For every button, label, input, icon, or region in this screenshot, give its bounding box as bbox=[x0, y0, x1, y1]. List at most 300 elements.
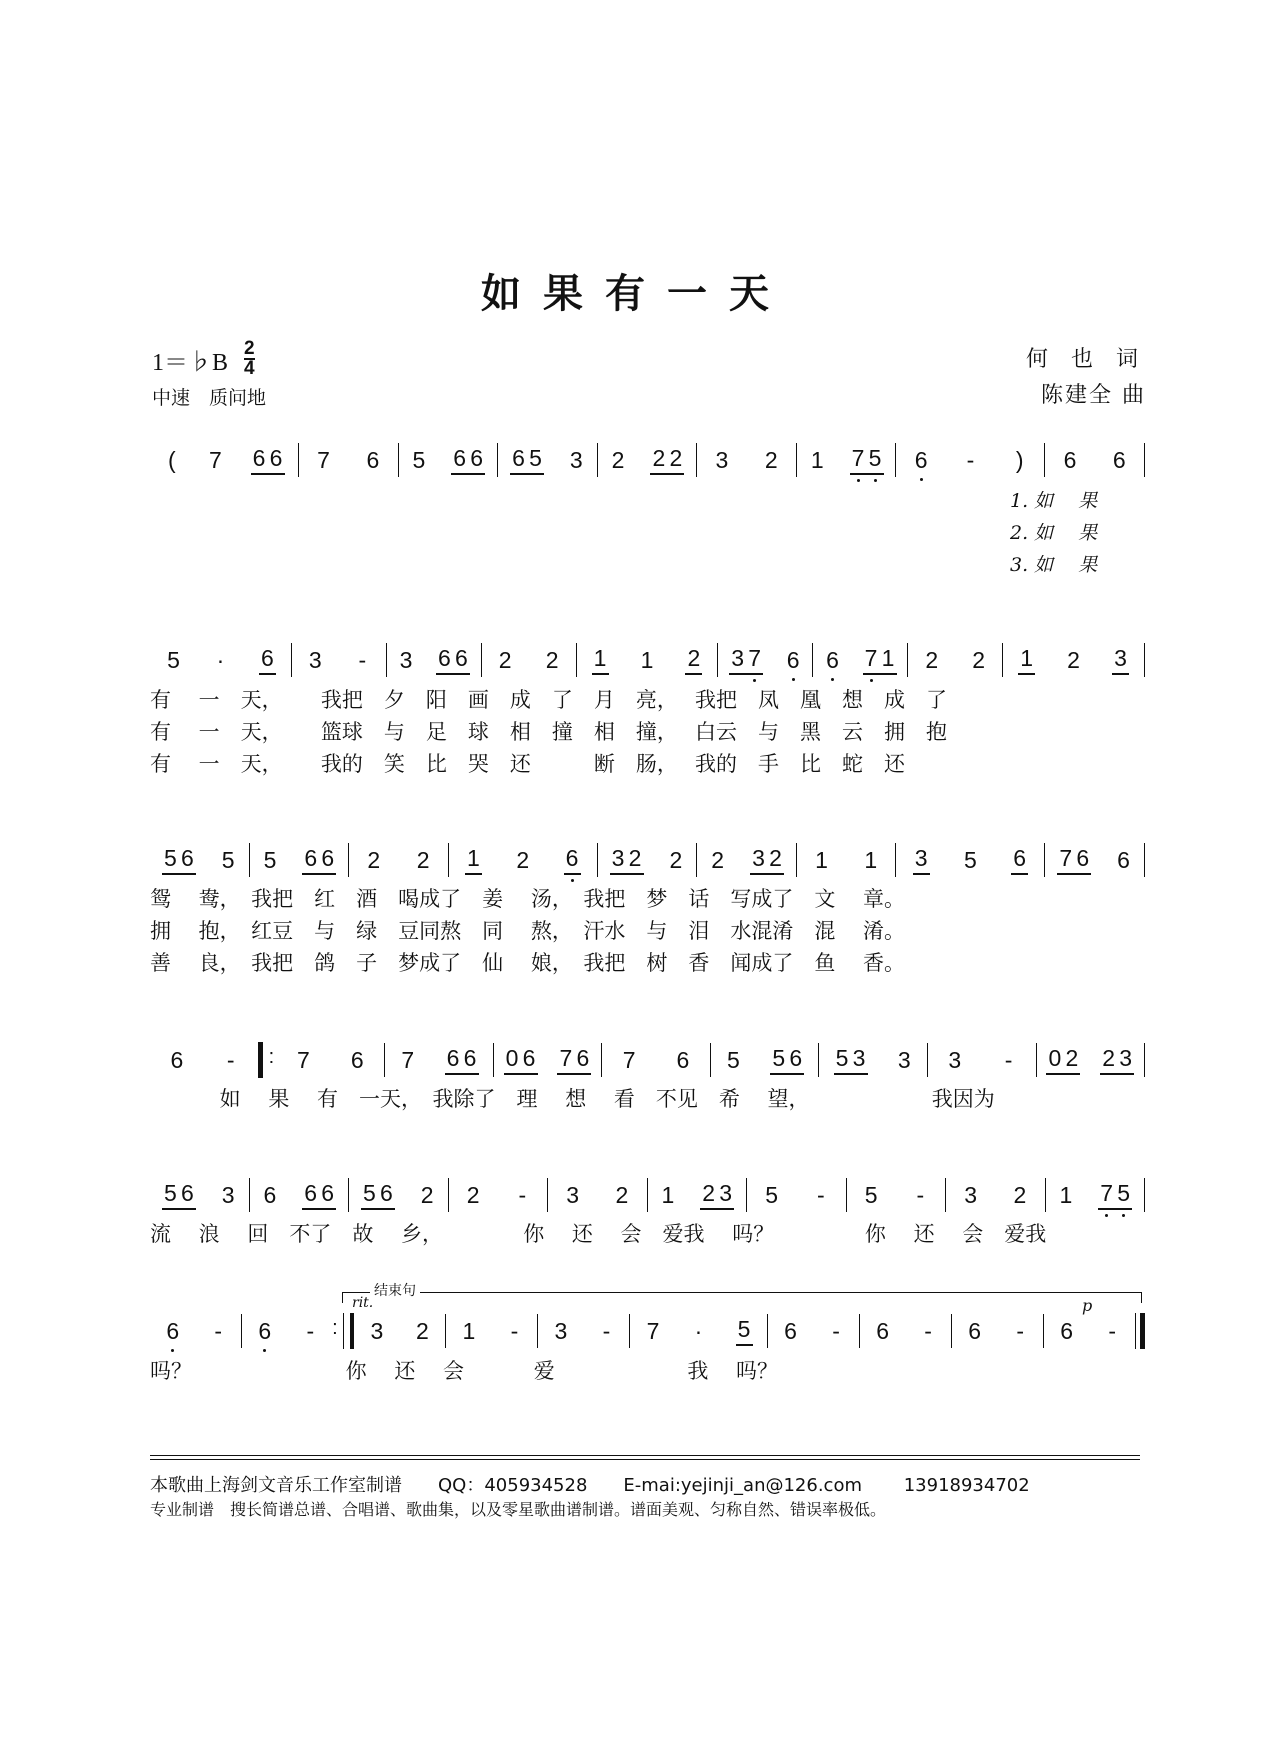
note: 1 bbox=[881, 645, 895, 671]
beat bbox=[361, 847, 386, 874]
measure bbox=[602, 1042, 710, 1078]
beat bbox=[393, 647, 418, 674]
beat bbox=[1108, 645, 1133, 675]
beat bbox=[206, 1318, 231, 1345]
beat bbox=[958, 447, 983, 474]
measure bbox=[1045, 842, 1144, 878]
beat bbox=[456, 1318, 481, 1345]
dash-extension: - bbox=[966, 446, 975, 473]
note: 6 bbox=[304, 1180, 318, 1206]
note: 1 bbox=[1059, 1181, 1073, 1208]
measure bbox=[399, 442, 498, 478]
note: 5 bbox=[964, 846, 977, 873]
note: 3 bbox=[1119, 1045, 1133, 1071]
time-top: 2 bbox=[244, 338, 255, 359]
dash-extension: - bbox=[602, 1317, 611, 1344]
note: 2 bbox=[687, 645, 701, 671]
measure bbox=[928, 1042, 1036, 1078]
beat bbox=[298, 1318, 323, 1345]
beat bbox=[160, 1318, 185, 1345]
beat bbox=[158, 1180, 200, 1210]
note: 2 bbox=[415, 1317, 429, 1344]
dash-extension: - bbox=[226, 1046, 235, 1073]
note: 1 bbox=[864, 846, 878, 873]
note: 1 bbox=[661, 1181, 675, 1208]
beat bbox=[919, 647, 944, 674]
eighth-group bbox=[685, 645, 702, 675]
beat bbox=[809, 847, 834, 874]
note: 6 bbox=[876, 1317, 889, 1344]
measure bbox=[697, 842, 796, 878]
note: 7 bbox=[1098, 1180, 1115, 1207]
note: 7 bbox=[401, 1046, 415, 1073]
lyric-line: 善 良， 我把 鸽 子 梦成了 仙 娘， 我把 树 香 闻成了 鱼 香。 bbox=[150, 951, 906, 975]
beat bbox=[640, 1318, 665, 1345]
eighth-group bbox=[1057, 845, 1091, 875]
note: 7 bbox=[746, 645, 763, 672]
note: 1 bbox=[467, 845, 480, 871]
measure bbox=[446, 1313, 537, 1349]
beat bbox=[1107, 447, 1132, 474]
measure bbox=[1044, 1313, 1135, 1349]
eighth-group bbox=[770, 1045, 804, 1075]
eighth-group bbox=[736, 1316, 753, 1346]
note: 6 bbox=[576, 1045, 590, 1071]
note: 5 bbox=[263, 846, 277, 873]
beat bbox=[725, 645, 767, 675]
eighth-group bbox=[850, 445, 884, 475]
measure bbox=[896, 442, 1044, 478]
beat bbox=[560, 1182, 585, 1209]
note: 7 bbox=[297, 1046, 310, 1073]
beat bbox=[298, 1180, 340, 1210]
lyric-line: 有 一 天， 篮球 与 足 球 相 撞 相 撞， 白云 与 黑 云 拥 抱 bbox=[150, 720, 948, 744]
note: 6 bbox=[512, 445, 525, 471]
measure bbox=[494, 1042, 602, 1078]
eighth-group bbox=[700, 1180, 734, 1210]
eighth-group bbox=[162, 1180, 196, 1210]
eighth-group bbox=[1098, 1180, 1132, 1210]
dash-extension: - bbox=[916, 1181, 925, 1208]
measure bbox=[896, 842, 1044, 878]
note: 3 bbox=[554, 1317, 568, 1344]
note: 6 bbox=[260, 645, 274, 671]
note: 7 bbox=[622, 1046, 636, 1073]
measure bbox=[150, 842, 249, 878]
note: 2 bbox=[416, 846, 430, 873]
beat bbox=[805, 447, 830, 474]
beat bbox=[158, 845, 200, 875]
note: 2 bbox=[1013, 1181, 1027, 1208]
beat bbox=[1053, 845, 1095, 875]
key-signature bbox=[152, 340, 255, 378]
measure bbox=[498, 442, 597, 478]
measure bbox=[577, 642, 718, 678]
note: 2 bbox=[466, 1181, 480, 1208]
note: 6 bbox=[438, 645, 451, 671]
beat bbox=[510, 847, 535, 874]
measure bbox=[548, 1177, 647, 1213]
note: 2 bbox=[652, 445, 666, 471]
note: 1 bbox=[815, 846, 828, 873]
beat bbox=[709, 447, 734, 474]
staff-row bbox=[150, 1177, 1145, 1213]
note: 2 bbox=[420, 1181, 434, 1208]
beat bbox=[208, 647, 233, 674]
measure bbox=[598, 442, 697, 478]
ending-label: 结束句 bbox=[370, 1280, 420, 1300]
beat bbox=[824, 1318, 849, 1345]
beat bbox=[1007, 447, 1032, 474]
beat bbox=[746, 845, 788, 875]
note: 5 bbox=[163, 845, 177, 871]
beat bbox=[635, 647, 660, 674]
eighth-group bbox=[1011, 845, 1028, 875]
note: 2 bbox=[925, 646, 939, 673]
note: 2 bbox=[545, 646, 559, 673]
lyric-line: 3. 如 果 bbox=[1010, 554, 1098, 576]
note: 6 bbox=[252, 445, 266, 471]
eighth-group bbox=[729, 645, 763, 675]
barline bbox=[258, 1042, 269, 1078]
beat bbox=[663, 847, 688, 874]
beat bbox=[360, 447, 385, 474]
beat bbox=[500, 1045, 542, 1075]
dash-extension: - bbox=[510, 1317, 519, 1344]
beat bbox=[594, 1318, 619, 1345]
measure bbox=[1046, 1177, 1145, 1213]
augmentation-dot: · bbox=[216, 646, 225, 673]
lyric-line: 鸳 鸯， 我把 红 酒 喝成了 姜 汤， 我把 梦 话 写成了 文 章。 bbox=[150, 887, 906, 911]
measure bbox=[387, 642, 481, 678]
beat bbox=[350, 647, 375, 674]
eighth-group bbox=[1046, 1045, 1080, 1075]
eighth-group bbox=[259, 645, 276, 675]
beat bbox=[778, 1318, 803, 1345]
note: 7 bbox=[1059, 845, 1073, 871]
beat bbox=[311, 447, 336, 474]
beat bbox=[493, 647, 518, 674]
note: 6 bbox=[784, 1317, 797, 1344]
note: 7 bbox=[209, 446, 222, 473]
beat bbox=[447, 445, 489, 475]
composer-credit: 陈建全 曲 bbox=[1041, 383, 1146, 408]
beat bbox=[345, 1047, 370, 1074]
note: 6 bbox=[446, 1045, 460, 1071]
beat bbox=[958, 847, 983, 874]
beat bbox=[909, 845, 934, 875]
lyric-line: 1. 如 果 bbox=[1010, 490, 1098, 512]
beat bbox=[942, 1047, 967, 1074]
measure bbox=[952, 1313, 1043, 1349]
beat bbox=[553, 1045, 595, 1075]
note: 7 bbox=[850, 445, 867, 472]
note: 2 bbox=[972, 646, 986, 673]
note: 3 bbox=[715, 446, 729, 473]
dash-extension: - bbox=[1108, 1317, 1117, 1344]
eighth-group bbox=[302, 845, 336, 875]
beat bbox=[247, 445, 289, 475]
staff-row bbox=[150, 642, 1145, 678]
beat bbox=[1014, 645, 1039, 675]
beat bbox=[820, 647, 845, 674]
eighth-group bbox=[557, 1045, 591, 1075]
note: 2 bbox=[764, 446, 778, 473]
time-signature bbox=[244, 340, 255, 378]
note: 6 bbox=[180, 1180, 194, 1206]
beat bbox=[164, 1047, 189, 1074]
beat bbox=[502, 1318, 527, 1345]
lyric-line: 流 浪 回 不了 故 乡， 你 还 会 爱我 吗？ 你 还 会 爱我 bbox=[150, 1222, 1047, 1246]
beat bbox=[721, 1047, 746, 1074]
note: 6 bbox=[170, 1046, 184, 1073]
beat bbox=[1058, 447, 1083, 474]
beat bbox=[759, 1182, 784, 1209]
note: 1 bbox=[462, 1317, 476, 1344]
note: 7 bbox=[559, 1045, 573, 1071]
beat bbox=[870, 1318, 895, 1345]
measure bbox=[277, 1042, 385, 1078]
note: 5 bbox=[727, 1046, 740, 1073]
beat bbox=[461, 1182, 486, 1209]
augmentation-dot: · bbox=[694, 1317, 703, 1344]
eighth-group bbox=[834, 1045, 868, 1075]
note: 6 bbox=[1013, 845, 1027, 871]
measure bbox=[648, 1177, 747, 1213]
note: 6 bbox=[676, 1046, 690, 1073]
beat bbox=[781, 647, 806, 674]
note: 1 bbox=[640, 646, 654, 673]
note: 3 bbox=[964, 1181, 978, 1208]
beat bbox=[218, 1047, 243, 1074]
note: 2 bbox=[498, 646, 512, 673]
note: 2 bbox=[711, 846, 725, 873]
dash-extension: - bbox=[1016, 1317, 1024, 1344]
beat bbox=[506, 445, 548, 475]
beat bbox=[1054, 1318, 1079, 1345]
song-title: 如果有一天 bbox=[481, 270, 791, 317]
note: 2 bbox=[628, 845, 642, 871]
measure bbox=[449, 1177, 548, 1213]
measure bbox=[1003, 642, 1144, 678]
beat bbox=[1061, 647, 1086, 674]
note: 1 bbox=[810, 446, 824, 473]
measure bbox=[813, 642, 907, 678]
beat bbox=[510, 1182, 535, 1209]
note: 5 bbox=[167, 646, 180, 673]
lyric-line: 如 果 有 一天， 我除了 理 想 看 不见 希 望， 我因为 bbox=[150, 1087, 995, 1111]
measure bbox=[630, 1313, 767, 1349]
note: 6 bbox=[366, 446, 380, 473]
barline bbox=[1144, 643, 1145, 677]
note: 2 bbox=[669, 445, 683, 471]
note: 1 bbox=[593, 645, 607, 671]
beat bbox=[540, 647, 565, 674]
measure bbox=[385, 1042, 493, 1078]
note: 6 bbox=[824, 647, 841, 674]
dash-extension: - bbox=[817, 1181, 825, 1208]
eighth-group bbox=[504, 1045, 538, 1075]
beat bbox=[357, 1180, 399, 1210]
beat bbox=[461, 845, 486, 875]
note: 6 bbox=[789, 1045, 803, 1071]
parenthesis: ) bbox=[1015, 446, 1024, 473]
beat bbox=[892, 1047, 917, 1074]
beat bbox=[560, 845, 585, 875]
measure bbox=[797, 842, 896, 878]
measure bbox=[908, 642, 1002, 678]
beat bbox=[216, 847, 241, 874]
lyricist-credit: 何 也 词 bbox=[1026, 347, 1146, 372]
measure bbox=[1045, 442, 1144, 478]
measure bbox=[354, 1313, 445, 1349]
beat bbox=[1094, 1180, 1136, 1210]
beat bbox=[303, 647, 328, 674]
beat bbox=[766, 1045, 808, 1075]
barline bbox=[1144, 1178, 1145, 1212]
note: 6 bbox=[453, 445, 467, 471]
eighth-group bbox=[1100, 1045, 1134, 1075]
note: 6 bbox=[463, 1045, 477, 1071]
beat bbox=[1111, 847, 1136, 874]
note: 6 bbox=[455, 645, 468, 671]
eighth-group bbox=[436, 645, 470, 675]
measure bbox=[349, 1177, 448, 1213]
note: 3 bbox=[914, 845, 928, 871]
note: 6 bbox=[1060, 1317, 1074, 1344]
measure bbox=[299, 442, 398, 478]
beat bbox=[364, 1318, 389, 1345]
note: 3 bbox=[1114, 645, 1127, 671]
eighth-group bbox=[564, 845, 581, 875]
note: 3 bbox=[752, 845, 765, 871]
note: 2 bbox=[516, 846, 530, 873]
note: 7 bbox=[863, 645, 880, 672]
beat bbox=[670, 1047, 695, 1074]
beat bbox=[432, 645, 474, 675]
note: 6 bbox=[1117, 846, 1130, 873]
note: 6 bbox=[1112, 446, 1126, 473]
beat bbox=[962, 1318, 987, 1345]
note: 2 bbox=[367, 846, 381, 873]
rest: 0 bbox=[1048, 1045, 1062, 1071]
eighth-group bbox=[510, 445, 544, 475]
beat bbox=[252, 1318, 277, 1345]
footer-contact: 本歌曲上海剑文音乐工作室制谱 QQ：405934528 E-mai:yejinji_an@126.com 13918934702 bbox=[150, 1475, 1030, 1496]
measure bbox=[349, 842, 448, 878]
rest: 0 bbox=[505, 1045, 519, 1071]
measure bbox=[538, 1313, 629, 1349]
beat bbox=[548, 1318, 573, 1345]
beat bbox=[415, 1182, 440, 1209]
measure bbox=[449, 842, 597, 878]
beat bbox=[655, 1182, 680, 1209]
note: 5 bbox=[412, 446, 426, 473]
beat bbox=[161, 647, 186, 674]
measure bbox=[242, 1313, 333, 1349]
beat bbox=[441, 1045, 483, 1075]
beat bbox=[908, 1182, 933, 1209]
note: 6 bbox=[1076, 845, 1090, 871]
measure bbox=[150, 642, 291, 678]
staff-row bbox=[150, 1042, 1145, 1078]
barline bbox=[1144, 443, 1145, 477]
beat bbox=[859, 645, 901, 675]
note: 3 bbox=[221, 1181, 235, 1208]
measure bbox=[150, 1177, 249, 1213]
note: 3 bbox=[719, 1180, 733, 1206]
measure bbox=[718, 642, 812, 678]
note: 6 bbox=[321, 1180, 335, 1206]
note: 6 bbox=[321, 845, 335, 871]
measure bbox=[847, 1177, 946, 1213]
eighth-group bbox=[302, 1180, 336, 1210]
measure bbox=[747, 1177, 846, 1213]
note: 5 bbox=[529, 445, 542, 471]
eighth-group bbox=[610, 845, 644, 875]
ritardando-marking: rit. bbox=[352, 1295, 374, 1311]
beat bbox=[609, 1182, 634, 1209]
beat bbox=[996, 1047, 1021, 1074]
note: 2 bbox=[615, 1181, 629, 1208]
beat bbox=[606, 845, 648, 875]
dash-extension: - bbox=[1004, 1046, 1013, 1073]
beat bbox=[1100, 1318, 1125, 1345]
note: 3 bbox=[731, 645, 745, 671]
note: 3 bbox=[370, 1317, 384, 1344]
lyric-line: 吗？ 你 还 会 爱 我 吗？ bbox=[150, 1359, 779, 1383]
eighth-group bbox=[251, 445, 285, 475]
beat bbox=[808, 1182, 833, 1209]
beat bbox=[966, 647, 991, 674]
beat bbox=[696, 1180, 738, 1210]
beat bbox=[732, 1316, 757, 1346]
beat bbox=[588, 645, 613, 675]
beat bbox=[564, 447, 589, 474]
footer-services: 专业制谱 搜长简谱总谱、合唱谱、歌曲集，以及零星歌曲谱制谱。谱面美观、匀称自然、错误率极低。 bbox=[150, 1500, 887, 1519]
key-label: 1＝♭B bbox=[152, 349, 229, 376]
ending-bracket bbox=[342, 1292, 1142, 1303]
note: 6 bbox=[164, 1318, 181, 1345]
eighth-group bbox=[162, 845, 196, 875]
note: 6 bbox=[263, 1181, 277, 1208]
note: 6 bbox=[1063, 446, 1077, 473]
beat bbox=[1007, 1182, 1032, 1209]
note: 3 bbox=[399, 646, 413, 673]
beat bbox=[1042, 1045, 1084, 1075]
note: 5 bbox=[772, 1045, 786, 1071]
parenthesis: ( bbox=[167, 446, 176, 473]
barline bbox=[1144, 1043, 1145, 1077]
note: 6 bbox=[304, 845, 318, 871]
dash-extension: - bbox=[518, 1181, 527, 1208]
note: 5 bbox=[835, 1045, 849, 1071]
measure bbox=[598, 842, 697, 878]
eighth-group bbox=[592, 645, 609, 675]
note: 2 bbox=[669, 846, 683, 873]
note: 3 bbox=[308, 646, 322, 673]
note: 3 bbox=[948, 1046, 962, 1073]
beat bbox=[830, 1045, 872, 1075]
dash-extension: - bbox=[358, 646, 367, 673]
beat bbox=[255, 645, 280, 675]
note: 6 bbox=[350, 1046, 364, 1073]
beat bbox=[257, 1182, 282, 1209]
note: 3 bbox=[569, 446, 583, 473]
note: 2 bbox=[1067, 646, 1080, 673]
measure bbox=[250, 842, 349, 878]
note: 6 bbox=[968, 1317, 982, 1344]
